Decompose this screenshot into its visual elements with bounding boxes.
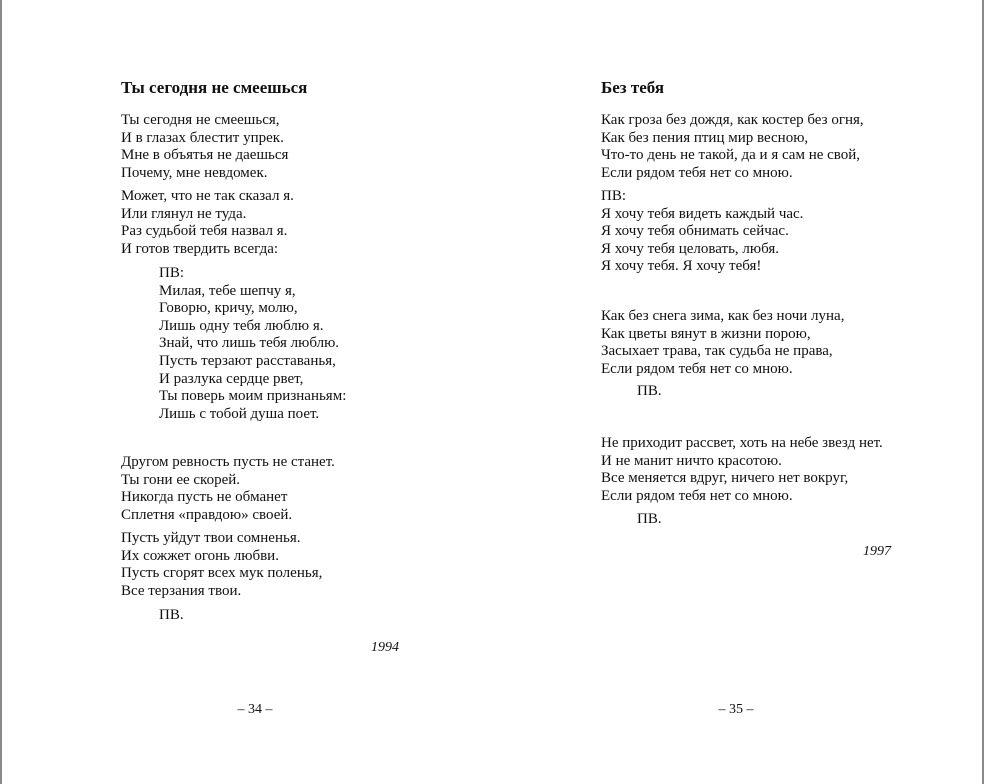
verse-line: Пусть терзают расставанья, — [159, 352, 336, 369]
verse-line: Пусть уйдут твои сомненья. — [121, 530, 301, 546]
verse-line: Никогда пусть не обманет — [121, 489, 288, 506]
verse-line: Я хочу тебя. Я хочу тебя! — [601, 258, 762, 275]
chorus — [601, 188, 803, 276]
verse-line: И не манит ничто красотою. — [601, 452, 782, 469]
stanza-2 — [601, 308, 844, 378]
chorus-label: ПВ: — [601, 188, 627, 204]
chorus-label: ПВ. — [637, 383, 662, 399]
poem-date: 1994 — [371, 640, 399, 655]
verse-line: Почему, мне невдомек. — [121, 164, 268, 181]
verse-line: Их сожжет огонь любви. — [121, 547, 279, 564]
verse-line: Раз судьбой тебя назвал я. — [121, 223, 288, 240]
verse-line: Или глянул не туда. — [121, 205, 247, 222]
verse-line: И готов твердить всегда: — [121, 240, 279, 257]
verse-line: И в глазах блестит упрек. — [121, 129, 284, 146]
verse-line: Я хочу тебя видеть каждый час. — [601, 205, 804, 222]
verse-line: Как без снега зима, как без ночи луна, — [601, 308, 845, 324]
verse-line: Если рядом тебя нет со мною. — [601, 164, 793, 181]
verse-line: И разлука сердце рвет, — [159, 370, 304, 387]
verse-line: Не приходит рассвет, хоть на небе звезд нет. — [601, 435, 883, 451]
verse-line: Милая, тебе шепчу я, — [159, 282, 296, 299]
verse-line: Если рядом тебя нет со мною. — [601, 360, 793, 377]
verse-line: Засыхает трава, так судьба не права, — [601, 343, 833, 360]
poem-date: 1997 — [863, 544, 891, 559]
verse-line: Пусть сгорят всех мук поленья, — [121, 565, 323, 582]
stanza-1 — [601, 112, 864, 182]
chorus-ref — [159, 607, 184, 625]
chorus — [159, 265, 346, 423]
verse-line: Может, что не так сказал я. — [121, 188, 294, 204]
verse-line: Я хочу тебя обнимать сейчас. — [601, 223, 789, 240]
verse-line: Как гроза без дождя, как костер без огня, — [601, 112, 864, 128]
poem-title: Без тебя — [601, 78, 665, 97]
chorus-label: ПВ. — [637, 511, 662, 527]
verse-line: Мне в объятья не даешься — [121, 147, 289, 164]
verse-line: Знай, что лишь тебя люблю. — [159, 335, 340, 352]
chorus-ref — [637, 383, 662, 401]
right-page — [492, 0, 984, 784]
verse-line: Ты сегодня не смеешься, — [121, 112, 280, 128]
stanza-3 — [121, 454, 335, 524]
verse-line: Я хочу тебя целовать, любя. — [601, 240, 780, 257]
page-number: – 34 – — [237, 702, 273, 717]
verse-line: Ты гони ее скорей. — [121, 471, 241, 488]
stanza-1 — [121, 112, 288, 182]
stanza-2 — [121, 188, 294, 258]
chorus-label: ПВ. — [159, 607, 184, 623]
verse-line: Что-то день не такой, да и я сам не свой, — [601, 147, 861, 164]
stanza-3 — [601, 435, 883, 505]
poem-title: Ты сегодня не смеешься — [121, 78, 308, 97]
chorus-ref — [637, 511, 662, 529]
verse-line: Лишь одну тебя люблю я. — [159, 317, 324, 334]
verse-line: Лишь с тобой душа поет. — [159, 405, 320, 422]
verse-line: Говорю, кричу, молю, — [159, 300, 298, 317]
stanza-4 — [121, 530, 322, 600]
verse-line: Другом ревность пусть не станет. — [121, 454, 335, 470]
verse-line: Как цветы вянут в жизни порою, — [601, 325, 811, 342]
verse-line: Ты поверь моим признаньям: — [159, 388, 347, 405]
verse-line: Если рядом тебя нет со мною. — [601, 487, 793, 504]
page-number: – 35 – — [718, 702, 754, 717]
verse-line: Сплетня «правдою» своей. — [121, 506, 293, 523]
verse-line: Как без пения птиц мир весною, — [601, 129, 809, 146]
verse-line: Все терзания твои. — [121, 582, 242, 599]
verse-line: Все меняется вдруг, ничего нет вокруг, — [601, 470, 849, 487]
chorus-label: ПВ: — [159, 265, 185, 281]
